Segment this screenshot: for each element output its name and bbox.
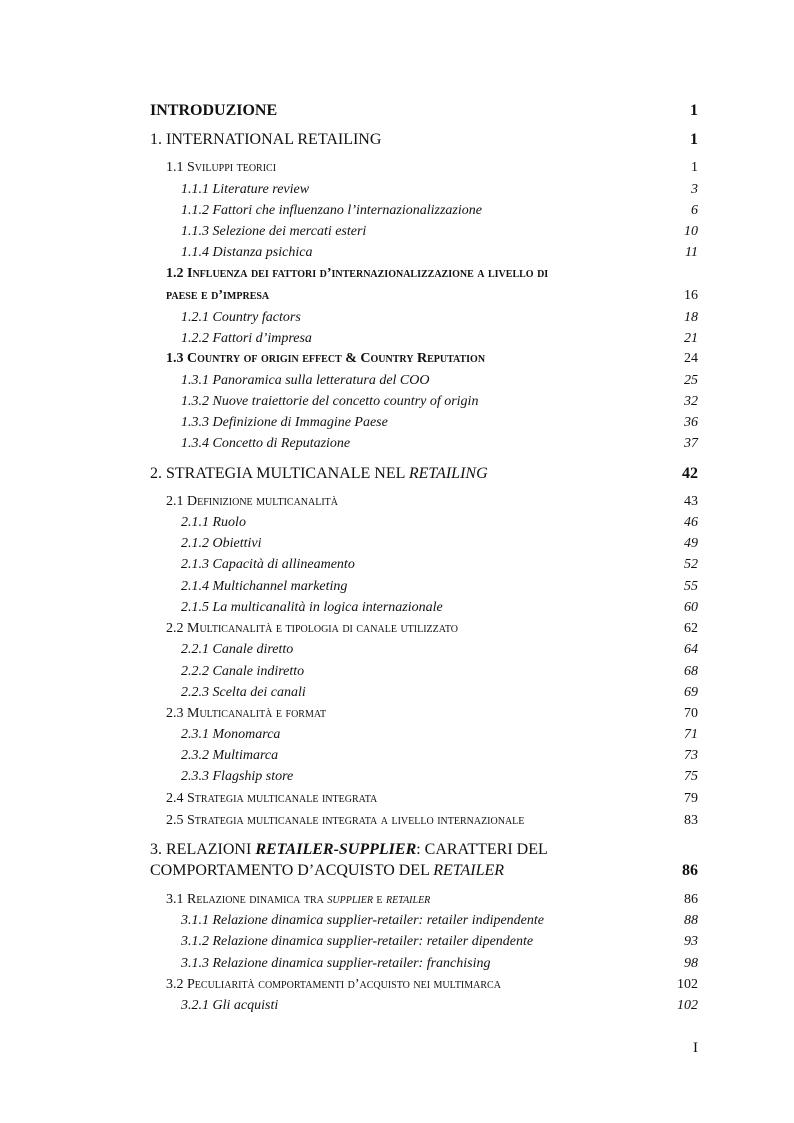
toc-entry-title — [181, 415, 388, 431]
toc-entry-page: 42 — [682, 465, 698, 482]
toc-entry-text: 1.2.2 Fattori d’impresa — [181, 331, 312, 346]
toc-entry-text: 2.1.5 La multicanalità in logica internazionale — [181, 600, 443, 615]
toc-entry-page: 32 — [684, 394, 698, 409]
toc-entry-page: 102 — [677, 977, 698, 992]
toc-entry-title — [181, 727, 280, 743]
toc-entry-page: 86 — [682, 862, 698, 879]
toc-entry-page: 11 — [685, 245, 698, 260]
toc-entry-title — [181, 685, 306, 701]
toc-entry-page: 70 — [684, 706, 698, 721]
toc-entry-title — [181, 245, 312, 261]
toc-entry-text: 2.3.2 Multimarca — [181, 748, 279, 763]
toc-entry-text: INTRODUZIONE — [150, 102, 278, 119]
toc-entry-text: 1.3.3 Definizione di Immagine Paese — [181, 415, 388, 430]
toc-entry-page: 64 — [684, 642, 698, 657]
toc-entry-page: 98 — [684, 956, 698, 971]
toc-entry-title — [181, 394, 478, 410]
toc-entry-page: 43 — [684, 494, 698, 509]
toc-entry-page: 46 — [684, 515, 698, 530]
toc-entry-title — [181, 224, 366, 240]
toc-entry-text: 2.2.1 Canale diretto — [181, 642, 294, 657]
toc-entry-title — [181, 600, 443, 616]
toc-entry-text: RETAILER-SUPPLIER — [255, 841, 417, 858]
toc-entry-text: 1.1.4 Distanza psichica — [181, 245, 313, 260]
toc-entry-text: 1.3.1 Panoramica sulla letteratura del COO — [181, 373, 430, 388]
toc-entry-page: 60 — [684, 600, 698, 615]
toc-entry-page: 75 — [684, 769, 698, 784]
toc-entry-text: 1.3.2 Nuove traiettorie del concetto country of origin — [181, 394, 479, 409]
toc-entry-text: 2.1.4 Multichannel marketing — [181, 579, 348, 594]
toc-entry-text: 3.1.2 Relazione dinamica supplier-retailer: retailer dipendente — [181, 934, 534, 949]
toc-entry-text: 3.2 Peculiarità comportamenti d’acquisto nei multimarca — [166, 977, 501, 992]
toc-entry-page: 86 — [684, 892, 698, 907]
toc-entry-text: 2.1.3 Capacità di allineamento — [181, 557, 355, 572]
toc-entry-title — [166, 706, 326, 722]
toc-entry-page: 52 — [684, 557, 698, 572]
toc-entry-text: 2.1.2 Obiettivi — [181, 536, 262, 551]
toc-entry-text: 2.3.3 Flagship store — [181, 769, 294, 784]
toc-entry-title — [166, 160, 276, 176]
toc-entry-page: 88 — [684, 913, 698, 928]
toc-entry-page: 62 — [684, 621, 698, 636]
toc-entry-title — [181, 557, 355, 573]
toc-entry-title — [150, 102, 277, 120]
toc-entry-text: retailer — [386, 892, 431, 907]
toc-entry-text: 3.1 Relazione dinamica tra — [166, 892, 328, 907]
toc-entry-text: 2.3.1 Monomarca — [181, 727, 281, 742]
page-number-footer: I — [693, 1040, 698, 1056]
toc-entry-title — [150, 841, 548, 859]
toc-entry-title — [181, 913, 544, 929]
toc-entry-title — [166, 266, 548, 282]
toc-entry-text: 1.2 Influenza dei fattori d’internazionalizzazione a livello di — [166, 266, 549, 281]
toc-entry-text: 1.1.3 Selezione dei mercati esteri — [181, 224, 367, 239]
toc-entry-text: RETAILING — [408, 465, 488, 482]
toc-entry-page: 49 — [684, 536, 698, 551]
toc-entry-title — [181, 956, 491, 972]
toc-entry-page: 55 — [684, 579, 698, 594]
toc-entry-page: 10 — [684, 224, 698, 239]
toc-entry-title — [181, 748, 278, 764]
toc-entry-text: paese e d’impresa — [166, 288, 270, 303]
toc-entry-page: 6 — [691, 203, 698, 218]
toc-entry-text: : CARATTERI DEL — [416, 841, 548, 858]
toc-entry-title — [181, 182, 309, 198]
toc-entry-page: 71 — [684, 727, 698, 742]
toc-entry-page: 3 — [691, 182, 698, 197]
toc-entry-text: 3.1.3 Relazione dinamica supplier-retailer: franchising — [181, 956, 491, 971]
toc-entry-text: COMPORTAMENTO D’ACQUISTO DEL — [150, 862, 434, 879]
toc-entry-text: 1.2.1 Country factors — [181, 310, 301, 325]
toc-entry-page: 1 — [690, 131, 698, 148]
toc-entry-title — [181, 373, 430, 389]
toc-entry-page: 36 — [684, 415, 698, 430]
toc-entry-text: 2.4 Strategia multicanale integrata — [166, 791, 378, 806]
toc-entry-title — [150, 465, 488, 483]
toc-entry-text: 2.1.1 Ruolo — [181, 515, 246, 530]
toc-entry-page: 37 — [684, 436, 698, 451]
toc-entry-text: 3.1.1 Relazione dinamica supplier-retailer: retailer indipendente — [181, 913, 545, 928]
toc-entry-title — [181, 331, 312, 347]
toc-entry-page: 69 — [684, 685, 698, 700]
toc-entry-text: 3. RELAZIONI — [150, 841, 256, 858]
toc-entry-page: 79 — [684, 791, 698, 806]
toc-entry-title — [181, 515, 246, 531]
toc-entry-title — [166, 977, 501, 993]
toc-entry-text: 2.1 Definizione multicanalità — [166, 494, 338, 509]
toc-entry-title — [166, 791, 377, 807]
toc-entry-title — [181, 998, 278, 1014]
toc-entry-title — [166, 813, 524, 829]
toc-entry-title — [181, 436, 350, 452]
toc-entry-text: 1. INTERNATIONAL RETAILING — [150, 131, 382, 148]
toc-entry-text: 2.2.2 Canale indiretto — [181, 664, 305, 679]
toc-entry-title — [181, 536, 262, 552]
toc-entry-page: 25 — [684, 373, 698, 388]
toc-entry-text: 2.2.3 Scelta dei canali — [181, 685, 306, 700]
toc-entry-text: 1.1.1 Literature review — [181, 182, 310, 197]
toc-entry-title — [150, 862, 504, 880]
toc-entry-page: 1 — [691, 160, 698, 175]
toc-entry-title — [181, 934, 533, 950]
toc-entry-page: 1 — [690, 102, 698, 119]
toc-entry-page: 18 — [684, 310, 698, 325]
toc-entry-text: supplier — [327, 892, 373, 907]
toc-entry-page: 93 — [684, 934, 698, 949]
toc-entry-text: 1.1 Sviluppi teorici — [166, 160, 277, 175]
toc-entry-title — [181, 642, 293, 658]
toc-entry-title — [166, 288, 269, 304]
toc-entry-text: 1.3.4 Concetto di Reputazione — [181, 436, 351, 451]
toc-entry-page: 68 — [684, 664, 698, 679]
toc-entry-title — [166, 494, 338, 510]
toc-entry-text: 2.2 Multicanalità e tipologia di canale utilizzato — [166, 621, 459, 636]
toc-entry-title — [166, 892, 430, 908]
toc-entry-page: 16 — [684, 288, 698, 303]
toc-entry-page: 83 — [684, 813, 698, 828]
toc-entry-title — [166, 621, 458, 637]
toc-entry-title — [181, 579, 347, 595]
toc-entry-text: 1.3 Country of origin effect & Country Reputation — [166, 351, 486, 366]
toc-entry-text: 2.3 Multicanalità e format — [166, 706, 327, 721]
toc-entry-text: 1.1.2 Fattori che influenzano l’internazionalizzazione — [181, 203, 482, 218]
toc-entry-page: 21 — [684, 331, 698, 346]
toc-entry-title — [181, 310, 301, 326]
toc-entry-title — [150, 131, 381, 149]
toc-entry-text: RETAILER — [433, 862, 505, 879]
toc-entry-title — [181, 203, 482, 219]
toc-entry-text: e — [372, 892, 387, 907]
toc-entry-page: 24 — [684, 351, 698, 366]
toc-entry-page: 73 — [684, 748, 698, 763]
toc-entry-title — [181, 664, 304, 680]
toc-entry-title — [166, 351, 485, 367]
toc-entry-text: 2.5 Strategia multicanale integrata a livello internazionale — [166, 813, 525, 828]
toc-entry-title — [181, 769, 293, 785]
toc-entry-text: 2. STRATEGIA MULTICANALE NEL — [150, 465, 409, 482]
toc-entry-text: 3.2.1 Gli acquisti — [181, 998, 279, 1013]
toc-entry-page: 102 — [677, 998, 698, 1013]
